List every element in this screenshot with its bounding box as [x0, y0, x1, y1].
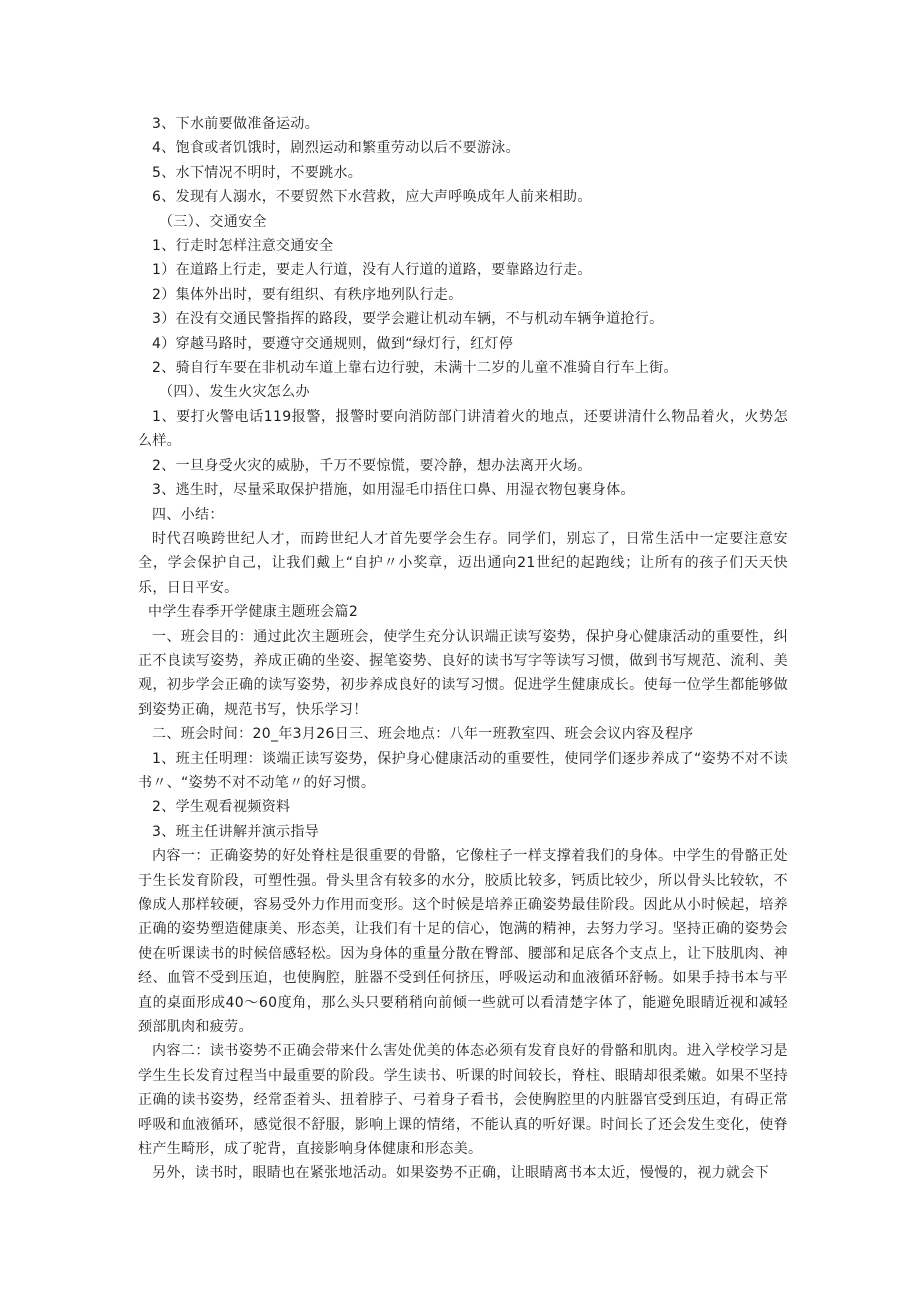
paragraph-traffic-1-4: 4）穿越马路时，要遵守交通规则，做到“绿灯行，红灯停	[152, 335, 514, 352]
section-heading-fire: （四）、发生火灾怎么办	[159, 384, 310, 401]
paragraph-traffic-1-2: 2）集体外出时，要有组织、有秩序地列队行走。	[152, 286, 463, 303]
paragraph-step-2: 2、学生观看视频资料	[152, 799, 291, 816]
paragraph-fire-1: 1、要打火警电话119报警，报警时要向消防部门讲清着火的地点，还要讲清什么物品着火，火势怎么样。	[138, 408, 788, 450]
paragraph-meeting-time: 二、班会时间：20_年3月26日三、班会地点：八年一班教室四、班会会议内容及程序	[152, 726, 694, 743]
paragraph-content-1: 内容一：正确姿势的好处脊柱是很重要的骨骼，它像柱子一样支撑着我们的身体。中学生的骨骼正处于生长发育阶段，可塑性强。骨头里含有较多的水分，胶质比较多，钙质比较少，所以骨头比较软，不像成人那样较硬，容易受外力作用而变形。这个时候是培养正确姿势最佳阶段。因此从小时候起，培养正确的姿势塑造健康美、形态美，让我们有十足的信心，饱满的精神，去努力学习。坚持正确的姿势会使在听课读书的时候倍感轻松。因为身体的重量分散在臀部、腰部和足底各个支点上，让下肢肌肉、神经、血管不受到压迫，也使胸腔，脏器不受到任何挤压，呼吸运动和血液循环舒畅。如果手持书本与平直的桌面形成40～60度角，那么头只要稍稍向前倾一些就可以看清楚字体了，能避免眼睛近视和减轻颈部肌肉和疲劳。	[138, 848, 788, 1036]
section-heading-summary: 四、小结：	[152, 506, 224, 523]
paragraph-step-1: 1、班主任明理：谈端正读写姿势，保护身心健康活动的重要性，使同学们逐步养成了“姿势不对不读书〃、“姿势不对不动笔〃的好习惯。	[138, 750, 788, 791]
paragraph-traffic-2: 2、骑自行车要在非机动车道上靠右边行驶，未满十二岁的儿童不准骑自行车上街。	[152, 360, 678, 377]
section-heading-traffic: （三）、交通安全	[159, 213, 267, 230]
article-title-2: 中学生春季开学健康主题班会篇2	[148, 604, 359, 621]
paragraph-fire-2: 2、一旦身受火灾的威胁，千万不要惊慌，要冷静，想办法离开火场。	[152, 457, 592, 474]
paragraph-summary: 时代召唤跨世纪人才，而跨世纪人才首先要学会生存。同学们，别忘了，日常生活中一定要注意安全，学会保护自己，让我们戴上“自护〃小奖章，迈出通向21世纪的起跑线；让所有的孩子们天天快乐，日日平安。	[138, 530, 788, 596]
paragraph-traffic-1-3: 3）在没有交通民警指挥的路段，要学会避让机动车辆，不与机动车辆争道抢行。	[152, 311, 664, 328]
document-body	[138, 112, 788, 1186]
paragraph-fire-3: 3、逃生时，尽量采取保护措施，如用湿毛巾捂住口鼻、用湿衣物包裹身体。	[152, 482, 635, 499]
paragraph-content-2: 内容二：读书姿势不正确会带来什么害处优美的体态必须有发育良好的骨骼和肌肉。进入学校学习是学生生长发育过程当中最重要的阶段。学生读书、听课的时间较长，脊柱、眼睛却很柔嫩。如果不坚持正确的读书姿势，经常歪着头、扭着脖子、弓着身子看书，会使胸腔里的内脏器官受到压迫，有碍正常呼吸和血液循环，感觉很不舒服，影响上课的情绪，不能认真的听好课。时间长了还会发生变化，使脊柱产生畸形，成了驼背，直接影响身体健康和形态美。	[138, 1043, 788, 1158]
paragraph-swim-3: 3、下水前要做准备运动。	[152, 116, 320, 132]
paragraph-eyes: 另外，读书时，眼睛也在紧张地活动。如果姿势不正确，让眼睛离书本太近，慢慢的，视力就会下	[152, 1165, 770, 1182]
paragraph-traffic-1: 1、行走时怎样注意交通安全	[152, 238, 334, 255]
paragraph-swim-5: 5、水下情况不明时，不要跳水。	[152, 164, 363, 181]
paragraph-step-3: 3、班主任讲解并演示指导	[152, 823, 320, 840]
paragraph-swim-4: 4、饱食或者饥饿时，剧烈运动和繁重劳动以后不要游泳。	[152, 140, 521, 157]
paragraph-meeting-purpose: 一、班会目的：通过此次主题班会，使学生充分认识端正读写姿势，保护身心健康活动的重要性，纠正不良读写姿势，养成正确的坐姿、握笔姿势、良好的读书写字等读写习惯，做到书写规范、流利、美观，初步学会正确的读写姿势，初步养成良好的读写习惯。促进学生健康成长。使每一位学生都能够做到姿势正确，规范书写，快乐学习！	[138, 628, 788, 718]
paragraph-swim-6: 6、发现有人溺水，不要贸然下水营救，应大声呼唤成年人前来相助。	[152, 189, 592, 206]
paragraph-traffic-1-1: 1）在道路上行走，要走人行道，没有人行道的道路，要靠路边行走。	[152, 262, 592, 279]
